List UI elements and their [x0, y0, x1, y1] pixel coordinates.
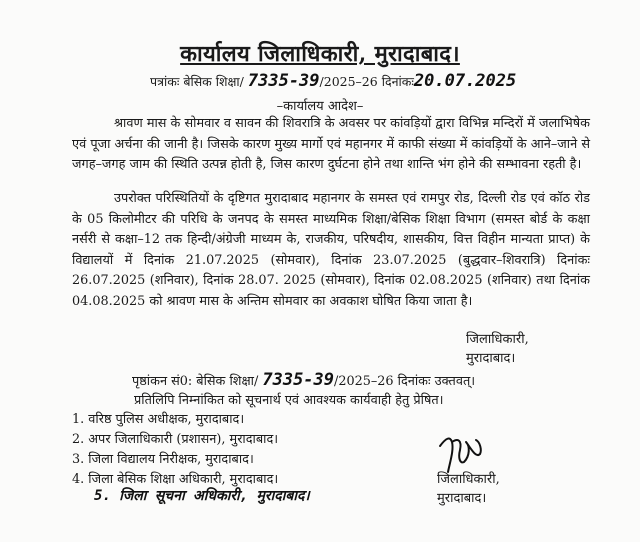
endorsement-date-label: दिनांकः उक्तवत्। [397, 374, 476, 389]
endorsement-year: /2025–26 [334, 374, 394, 389]
signature-1-designation: जिलाधिकारी, [466, 332, 529, 347]
endorsement-number: 7335-39 [262, 370, 335, 390]
ref-number: 7335-39 [247, 71, 320, 91]
paragraph-1: श्रावण मास के सोमवार व सावन की शिवरात्रि के अवसर पर कांवड़ियों द्वारा विभिन्न मन्दिरों में जलाभिषेक एवं पूजा अर्चना की जानी है। जिसके कारण मुख्य मार्गो एवं महानगर में काफी संख्या में कांवड़ियों के आने–जाने से जगह–जगह जाम की स्थिति उत्पन्न होती है, जिस कारण दुर्घटना होने तथा शान्ति भंग होने की सम्भावना रहती है। [72, 116, 590, 173]
office-title-text: कार्यालय जिलाधिकारी, मुरादाबाद। [180, 41, 460, 67]
paragraph-2: उपरोक्त परिस्थितियों के दृष्टिगत मुरादाबाद महानगर के समस्त एवं रामपुर रोड, दिल्ली रोड एवं कॉठ रोड के 05 किलोमीटर की परिधि के जनपद के समस्त माध्यमिक शिक्षा/बेसिक शिक्षा विभाग (समस्त बोर्ड के कक्षा नर्सरी से कक्षा–12 तक हिन्दी/अंग्रेजी माध्यम के, राजकीय, परिषदीय, शासकीय, वित्त विहीन मान्यता प्राप्त) के विद्यालयों में दिनांक 21.07.2025 (सोमवार), दिनांक 23.07.2025 (बुद्धवार–शिवरात्रि) दिनांकः 26.07.2025 (शनिवार), दिनांक 28.07. 2025 (सोमवार), दिनांक 02.08.2025 (शनिवार) तथा दिनांक 04.08.2025 को श्रावण मास के अन्तिम सोमवार का अवकाश घोषित किया जाता है। [72, 191, 590, 309]
list-item: 2. अपर जिलाधिकारी (प्रशासन), मुरादाबाद। [72, 432, 279, 447]
ref-prefix: पत्रांकः बेसिक शिक्षा/ [150, 74, 244, 89]
signature-2-designation: जिलाधिकारी, [437, 472, 500, 487]
office-title [0, 38, 640, 68]
reference-line [150, 71, 516, 91]
recipient-list [72, 410, 278, 490]
order-heading [0, 96, 640, 114]
ref-year: /2025–26 [319, 74, 378, 89]
signature-1-place: मुरादाबाद। [466, 351, 516, 366]
signature-2-place: मुरादाबाद। [437, 491, 487, 506]
signature-block-1 [466, 330, 529, 368]
list-item: 4. जिला बेसिक शिक्षा अधिकारी, मुरादाबाद। [72, 472, 279, 487]
copy-intro: प्रतिलिपि निम्नांकित को सूचनार्थ एवं आवश्यक कार्यवाही हेतु प्रेषित। [134, 393, 444, 408]
list-item: 3. जिला विद्यालय निरीक्षक, मुरादाबाद। [72, 452, 254, 467]
order-heading-text: –कार्यालय आदेश– [276, 99, 364, 114]
endorsement-line [132, 370, 475, 390]
endorsement-prefix: पृष्ठांकन सं0: बेसिक शिक्षा/ [132, 374, 259, 389]
ref-date: 20.07.2025 [413, 71, 517, 91]
handwritten-recipient: 5. जिला सूचना अधिकारी, मुरादाबाद। [94, 488, 310, 504]
signature-block-2 [437, 470, 500, 508]
ref-date-label: दिनांकः [381, 74, 414, 89]
list-item: 1. वरिष्ठ पुलिस अधीक्षक, मुरादाबाद। [72, 412, 245, 427]
